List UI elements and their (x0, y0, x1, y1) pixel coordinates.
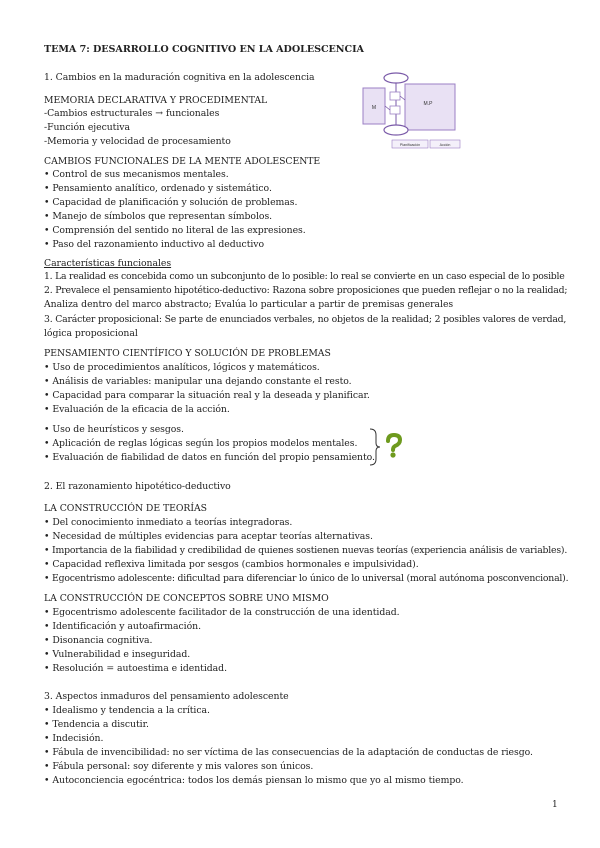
conceptos-item: • Resolución = autoestima e identidad. (44, 663, 227, 674)
pensamiento-item: • Capacidad para comparar la situación real y la deseada y planificar. (44, 390, 370, 401)
pensamiento-heading: PENSAMIENTO CIENTÍFICO Y SOLUCIÓN DE PROBLEMAS (44, 348, 331, 359)
cambios-item: • Pensamiento analítico, ordenado y sistemático. (44, 183, 272, 194)
caracteristicas-line: 3. Carácter proposicional: Se parte de enunciados verbales, no objetos de la realidad; 2 posibles valores de verdad, (44, 314, 567, 325)
diagram-right-label: M.P (423, 101, 433, 107)
teorias-item: • Importancia de la fiabilidad y credibilidad de quienes sostienen nuevas teorías (experiencia análisis de variables). (44, 545, 568, 556)
teorias-item: • Del conocimiento inmediato a teorías integradoras. (44, 517, 293, 528)
caracteristicas-line: 2. Prevalece el pensamiento hipotético-deductivo: Razona sobre proposiciones que pueden reflejar o no la realidad; (44, 285, 568, 296)
question-mark-icon (383, 433, 405, 459)
pensamiento-item-2: • Evaluación de fiabilidad de datos en función del propio pensamiento. (44, 452, 375, 463)
memoria-item: -Cambios estructurales → funcionales (44, 108, 220, 119)
teorias-item: • Egocentrismo adolescente: dificultad para diferenciar lo único de lo universal (moral autónoma posconvencional). (44, 573, 569, 584)
pensamiento-item-2: • Aplicación de reglas lógicas según los propios modelos mentales. (44, 438, 358, 449)
diagram-node (390, 92, 400, 100)
pensamiento-item: • Análisis de variables: manipular una dejando constante el resto. (44, 376, 352, 387)
teorias-heading: LA CONSTRUCCIÓN DE TEORÍAS (44, 503, 207, 514)
section-3-heading: 3. Aspectos inmaduros del pensamiento adolescente (44, 691, 289, 702)
conceptos-item: • Egocentrismo adolescente facilitador de la construcción de una identidad. (44, 607, 400, 618)
section-3-item: • Fábula de invencibilidad: no ser víctima de las consecuencias de la adaptación de conductas de riesgo. (44, 747, 533, 758)
cambios-heading: CAMBIOS FUNCIONALES DE LA MENTE ADOLESCENTE (44, 156, 321, 167)
cambios-item: • Comprensión del sentido no literal de las expresiones. (44, 225, 306, 236)
conceptos-item: • Identificación y autoafirmación. (44, 621, 201, 632)
memory-diagram (362, 70, 472, 150)
document-title: TEMA 7: DESARROLLO COGNITIVO EN LA ADOLESCENCIA (44, 44, 364, 55)
curly-brace-icon (368, 427, 382, 467)
memoria-heading: MEMORIA DECLARATIVA Y PROCEDIMENTAL (44, 95, 268, 106)
conceptos-item: • Vulnerabilidad e inseguridad. (44, 649, 191, 660)
memoria-item: -Memoria y velocidad de procesamiento (44, 136, 231, 147)
caracteristicas-line: Analiza dentro del marco abstracto; Evalúa lo particular a partir de premisas generales (44, 299, 454, 310)
caracteristicas-line: lógica proposicional (44, 328, 138, 339)
diagram-bottom-ellipse (384, 125, 408, 135)
teorias-item: • Necesidad de múltiples evidencias para aceptar teorías alternativas. (44, 531, 373, 542)
conceptos-item: • Disonancia cognitiva. (44, 635, 153, 646)
teorias-item: • Capacidad reflexiva limitada por sesgos (cambios hormonales e impulsividad). (44, 559, 419, 570)
conceptos-heading: LA CONSTRUCCIÓN DE CONCEPTOS SOBRE UNO MISMO (44, 593, 329, 604)
diagram-left-label: M (371, 105, 377, 111)
caracteristicas-line: 1. La realidad es concebida como un subconjunto de lo posible: lo real se convierte en un caso especial de lo posible (44, 271, 565, 282)
cambios-item: • Manejo de símbolos que representan símbolos. (44, 211, 273, 222)
section-3-item: • Autoconciencia egocéntrica: todos los demás piensan lo mismo que yo al mismo tiempo. (44, 775, 464, 786)
pensamiento-item: • Evaluación de la eficacia de la acción. (44, 404, 230, 415)
diagram-bottom-label: Planificación (399, 143, 421, 147)
section-3-item: • Indecisión. (44, 733, 104, 744)
page-number: 1 (552, 800, 558, 810)
diagram-bottom-label: Acción (439, 143, 451, 147)
memoria-item: -Función ejecutiva (44, 122, 130, 133)
diagram-connector (400, 96, 405, 100)
pensamiento-item: • Uso de procedimientos analíticos, lógicos y matemáticos. (44, 362, 320, 373)
section-1-heading: 1. Cambios en la maduración cognitiva en la adolescencia (44, 72, 315, 83)
cambios-item: • Capacidad de planificación y solución de problemas. (44, 197, 298, 208)
section-3-item: • Tendencia a discutir. (44, 719, 149, 730)
diagram-node (390, 106, 400, 114)
diagram-top-ellipse (384, 73, 408, 83)
diagram-connector (385, 106, 390, 110)
cambios-item: • Control de sus mecanismos mentales. (44, 169, 229, 180)
section-3-item: • Idealismo y tendencia a la crítica. (44, 705, 210, 716)
section-2-heading: 2. El razonamiento hipotético-deductivo (44, 481, 231, 492)
cambios-item: • Paso del razonamiento inductivo al deductivo (44, 239, 265, 250)
section-3-item: • Fábula personal: soy diferente y mis valores son únicos. (44, 761, 314, 772)
pensamiento-item-2: • Uso de heurísticos y sesgos. (44, 424, 184, 435)
diagram-right-box (405, 84, 455, 130)
caracteristicas-heading: Características funcionales (44, 258, 172, 269)
